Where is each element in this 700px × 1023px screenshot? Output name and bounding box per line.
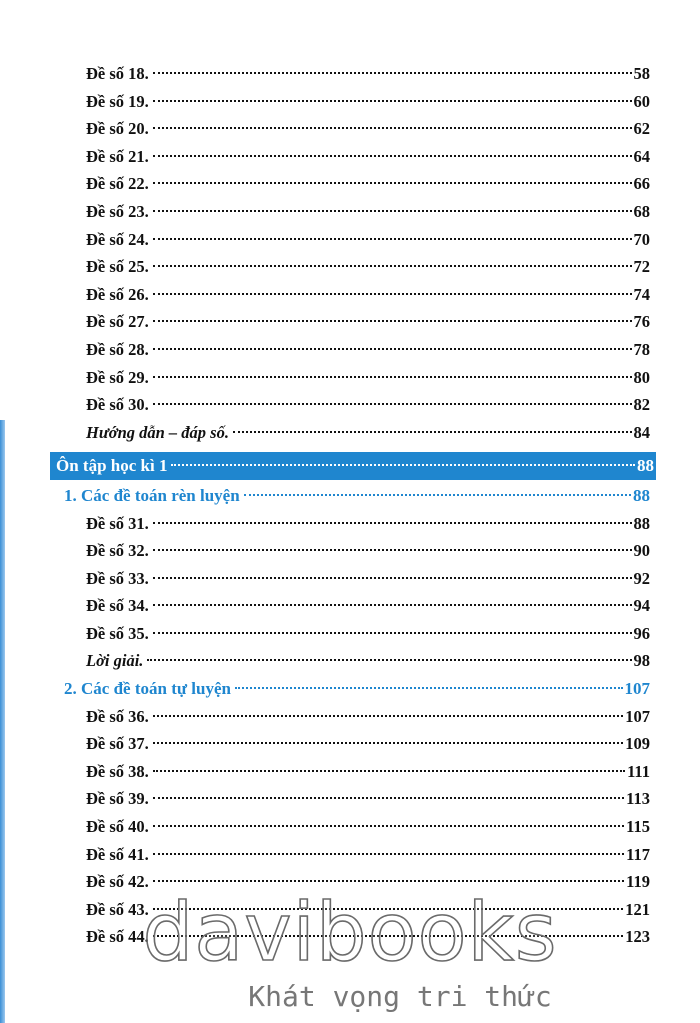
toc-entry-page: 88	[633, 513, 650, 533]
toc-entry-label: Đề số 32.	[86, 541, 149, 561]
toc-entry-label: Đề số 36.	[86, 706, 149, 726]
toc-entry[interactable]	[58, 730, 650, 758]
section-page: 107	[624, 679, 650, 699]
dot-leader	[153, 182, 632, 184]
toc-entry-page: 68	[633, 201, 650, 221]
toc-entry-page: 70	[633, 229, 650, 249]
watermark-tagline: Khát vọng tri thức	[248, 980, 552, 1013]
dot-leader	[153, 72, 632, 74]
toc-entry-page: 119	[626, 872, 650, 892]
dot-leader	[153, 522, 632, 524]
toc-entry-page: 60	[633, 91, 650, 111]
toc-entry[interactable]	[58, 703, 650, 731]
toc-entry-label: Đề số 28.	[86, 339, 149, 359]
toc-entry-label: Đề số 38.	[86, 761, 149, 781]
toc-entry-page: 58	[633, 64, 650, 83]
toc-entry-page: 113	[626, 789, 650, 809]
toc-entry-page: 111	[627, 761, 650, 781]
toc-entry-page: 62	[633, 119, 650, 139]
toc-entry-label: Đề số 34.	[86, 596, 149, 616]
toc-entry-page: 76	[633, 312, 650, 332]
dot-leader	[153, 403, 632, 405]
dot-leader	[147, 659, 631, 661]
toc-entry-label: Đề số 24.	[86, 229, 149, 249]
toc-entry-label: Đề số 40.	[86, 817, 149, 837]
toc-entry-page: 84	[633, 422, 650, 442]
table-of-contents	[56, 60, 654, 951]
dot-leader	[153, 825, 624, 827]
toc-entry-page: 82	[633, 395, 650, 415]
dot-leader	[235, 687, 623, 689]
dot-leader	[153, 376, 632, 378]
toc-chapter-banner[interactable]	[50, 452, 656, 480]
toc-entry[interactable]	[58, 253, 650, 281]
toc-entry-page: 98	[633, 651, 650, 671]
toc-entry-label: Đề số 37.	[86, 734, 149, 754]
toc-entry-page: 109	[625, 734, 650, 754]
toc-entry[interactable]	[58, 88, 650, 116]
toc-entry-label: Đề số 42.	[86, 872, 149, 892]
toc-entry-page: 92	[633, 568, 650, 588]
toc-entry-label: Đề số 33.	[86, 568, 149, 588]
dot-leader	[153, 293, 632, 295]
dot-leader	[153, 770, 625, 772]
toc-entry-page: 78	[633, 339, 650, 359]
dot-leader	[244, 494, 631, 496]
toc-entry-page: 90	[633, 541, 650, 561]
toc-entry-label: Đề số 43.	[86, 899, 149, 919]
toc-entry[interactable]	[58, 364, 650, 392]
toc-entry-label: Đề số 22.	[86, 174, 149, 194]
toc-entry[interactable]	[58, 60, 650, 88]
toc-entry[interactable]	[58, 391, 650, 419]
section-page: 88	[633, 485, 650, 505]
toc-entry[interactable]	[58, 143, 650, 171]
toc-entry[interactable]	[58, 336, 650, 364]
toc-entry-label: Hướng dẫn – đáp số.	[86, 422, 229, 442]
toc-entry[interactable]	[58, 281, 650, 309]
section-title: 2. Các đề toán tự luyện	[64, 679, 231, 699]
toc-entry-label: Đề số 26.	[86, 284, 149, 304]
toc-entry-label: Đề số 31.	[86, 513, 149, 533]
toc-entry-label: Đề số 21.	[86, 146, 149, 166]
dot-leader	[153, 853, 624, 855]
dot-leader	[153, 715, 623, 717]
toc-entry-label: Đề số 20.	[86, 119, 149, 139]
toc-entry-guide[interactable]	[58, 419, 650, 447]
dot-leader	[153, 632, 632, 634]
toc-entry-label: Đề số 44.	[86, 927, 149, 947]
toc-entry-label: Đề số 27.	[86, 312, 149, 332]
toc-entry-page: 117	[626, 844, 650, 864]
dot-leader	[153, 100, 632, 102]
toc-entry[interactable]	[58, 226, 650, 254]
toc-entry[interactable]	[58, 510, 650, 538]
watermark-logo: davibooks	[142, 886, 558, 979]
toc-entry-label: Đề số 30.	[86, 395, 149, 415]
toc-entry-label: Đề số 41.	[86, 844, 149, 864]
dot-leader	[233, 431, 632, 433]
toc-entry-label: Lời giải.	[86, 651, 144, 671]
dot-leader	[153, 127, 632, 129]
toc-entry-page: 107	[625, 706, 650, 726]
toc-entry[interactable]	[58, 115, 650, 143]
toc-entries-before	[58, 60, 650, 419]
toc-entry-page: 123	[625, 927, 650, 947]
toc-entry[interactable]	[58, 785, 650, 813]
toc-entry[interactable]	[58, 841, 650, 869]
dot-leader	[153, 155, 632, 157]
toc-entry[interactable]	[58, 758, 650, 786]
dot-leader	[153, 577, 632, 579]
chapter-page: 88	[637, 456, 654, 476]
toc-entry[interactable]	[58, 537, 650, 565]
toc-section-1-title[interactable]	[58, 482, 650, 510]
dot-leader	[171, 464, 635, 466]
toc-entry[interactable]	[58, 565, 650, 593]
dot-leader	[153, 320, 632, 322]
toc-entry[interactable]	[58, 813, 650, 841]
dot-leader	[153, 797, 624, 799]
toc-entry-label: Đề số 18.	[86, 64, 149, 83]
toc-entry-page: 64	[633, 146, 650, 166]
toc-entry-label: Đề số 25.	[86, 257, 149, 277]
dot-leader	[153, 742, 623, 744]
toc-entry-label: Đề số 39.	[86, 789, 149, 809]
toc-entry[interactable]	[58, 308, 650, 336]
toc-entry-label: Đề số 35.	[86, 623, 149, 643]
dot-leader	[153, 265, 632, 267]
section-title: 1. Các đề toán rèn luyện	[64, 485, 240, 505]
toc-entry[interactable]	[58, 170, 650, 198]
toc-entry[interactable]	[58, 620, 650, 648]
toc-entry-page: 72	[633, 257, 650, 277]
dot-leader	[153, 238, 632, 240]
toc-entry-solutions[interactable]	[58, 647, 650, 675]
toc-entry-page: 115	[626, 817, 650, 837]
toc-entry[interactable]	[58, 592, 650, 620]
toc-section-1-entries	[58, 510, 650, 648]
dot-leader	[153, 880, 624, 882]
toc-entry-page: 66	[633, 174, 650, 194]
toc-entry-page: 121	[625, 899, 650, 919]
dot-leader	[153, 348, 632, 350]
chapter-title: Ôn tập học kì 1	[56, 456, 168, 476]
dot-leader	[153, 549, 632, 551]
toc-section-2-title[interactable]	[58, 675, 650, 703]
toc-entry[interactable]	[58, 198, 650, 226]
toc-entry-page: 94	[633, 596, 650, 616]
toc-entry-label: Đề số 29.	[86, 367, 149, 387]
dot-leader	[153, 604, 632, 606]
toc-entry-page: 80	[633, 367, 650, 387]
toc-entry-page: 96	[633, 623, 650, 643]
toc-entry-label: Đề số 19.	[86, 91, 149, 111]
dot-leader	[153, 210, 632, 212]
toc-entry-label: Đề số 23.	[86, 201, 149, 221]
toc-entry-page: 74	[633, 284, 650, 304]
